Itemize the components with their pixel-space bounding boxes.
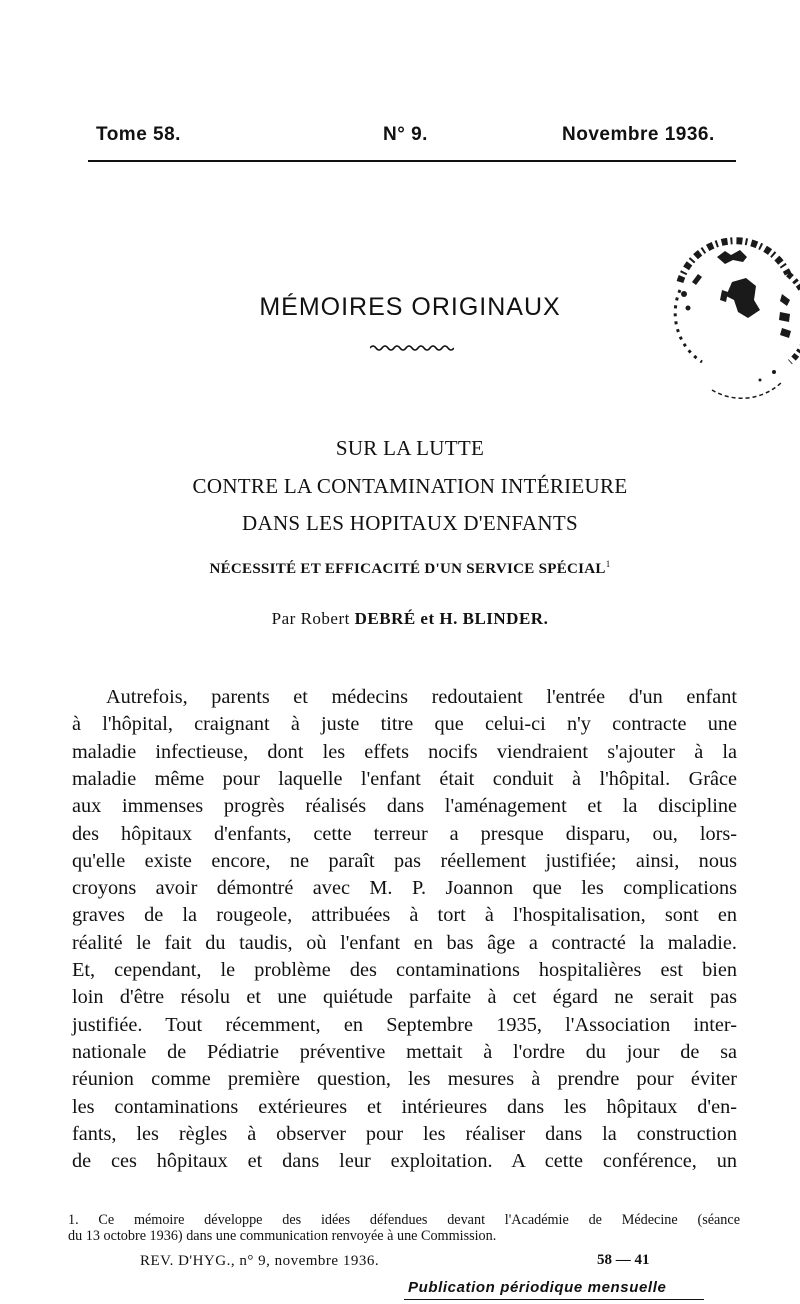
publication-note: Publication périodique mensuelle (408, 1279, 667, 1296)
body-line: graves de la rougeole, attribuées à tort à l'hospitalisation, sont en (72, 904, 737, 927)
article-subtitle-text: NÉCESSITÉ ET EFFICACITÉ D'UN SERVICE SPÉCIAL (209, 561, 606, 577)
footnote-line-2: du 13 octobre 1936) dans une communication renvoyée à une Commission. (68, 1228, 497, 1244)
article-title-line-2: CONTRE LA CONTAMINATION INTÉRIEURE (192, 474, 628, 498)
body-line: de ces hôpitaux et dans leur exploitation. A cette conférence, un (72, 1150, 737, 1173)
article-subtitle (0, 559, 800, 578)
body-line: des hôpitaux d'enfants, cette terreur a presque disparu, ou, lors- (72, 822, 737, 845)
journal-citation: REV. D'HYG., n° 9, novembre 1936. (140, 1253, 380, 1269)
author-prefix: Par Robert (271, 609, 350, 628)
body-line: les contaminations extérieures et intérieures dans les hôpitaux d'en- (72, 1095, 737, 1118)
wavy-ornament (370, 343, 454, 353)
body-line: croyons avoir démontré avec M. P. Joannon que les complications (72, 877, 737, 900)
body-line: fants, les règles à observer pour les réaliser dans la construction (72, 1122, 737, 1145)
footnote-line-1: 1. Ce mémoire développe des idées défendues devant l'Académie de Médecine (séance (68, 1212, 740, 1228)
header-rule (88, 160, 736, 162)
article-title-line-3: DANS LES HOPITAUX D'ENFANTS (242, 511, 578, 535)
body-line: Autrefois, parents et médecins redoutaient l'entrée d'un enfant (106, 686, 737, 708)
publication-note-rule (404, 1299, 704, 1300)
article-title-line-1: SUR LA LUTTE (335, 436, 485, 460)
header-issue-number: N° 9. (383, 124, 428, 145)
body-line: réalité le fait du taudis, où l'enfant en bas âge a contracté la maladie. (72, 931, 737, 954)
body-line: Et, cependant, le problème des contaminations hospitalières est bien (72, 959, 737, 981)
author-names: DEBRÉ et H. BLINDER. (354, 609, 549, 628)
header-tome: Tome 58. (96, 124, 181, 145)
body-line: à l'hôpital, craignant à juste titre que celui-ci n'y contracte une (72, 713, 737, 736)
body-line: aux immenses progrès réalisés dans l'aménagement et la discipline (72, 795, 737, 818)
body-line: nationale de Pédiatrie préventive mettait à l'ordre du jour de sa (72, 1040, 737, 1063)
article-authors (0, 609, 800, 629)
body-line: maladie même pour laquelle l'enfant était conduit à l'hôpital. Grâce (72, 767, 737, 790)
footnote-marker: 1 (605, 559, 611, 569)
page-number: 58 — 41 (597, 1252, 650, 1268)
body-line: loin d'être résolu et une quiétude parfaite à cet égard ne serait pas (72, 986, 737, 1009)
section-title: MÉMOIRES ORIGINAUX (259, 293, 561, 321)
body-line: réunion comme première question, les mesures à prendre pour éviter (72, 1068, 737, 1091)
body-line: maladie infectieuse, dont les effets nocifs viendraient s'ajouter à la (72, 740, 737, 763)
body-line: justifiée. Tout récemment, en Septembre 1935, l'Association inter- (72, 1013, 737, 1036)
header-date: Novembre 1936. (562, 124, 715, 145)
body-line: qu'elle existe encore, ne paraît pas réellement justifiée; ainsi, nous (72, 849, 737, 872)
